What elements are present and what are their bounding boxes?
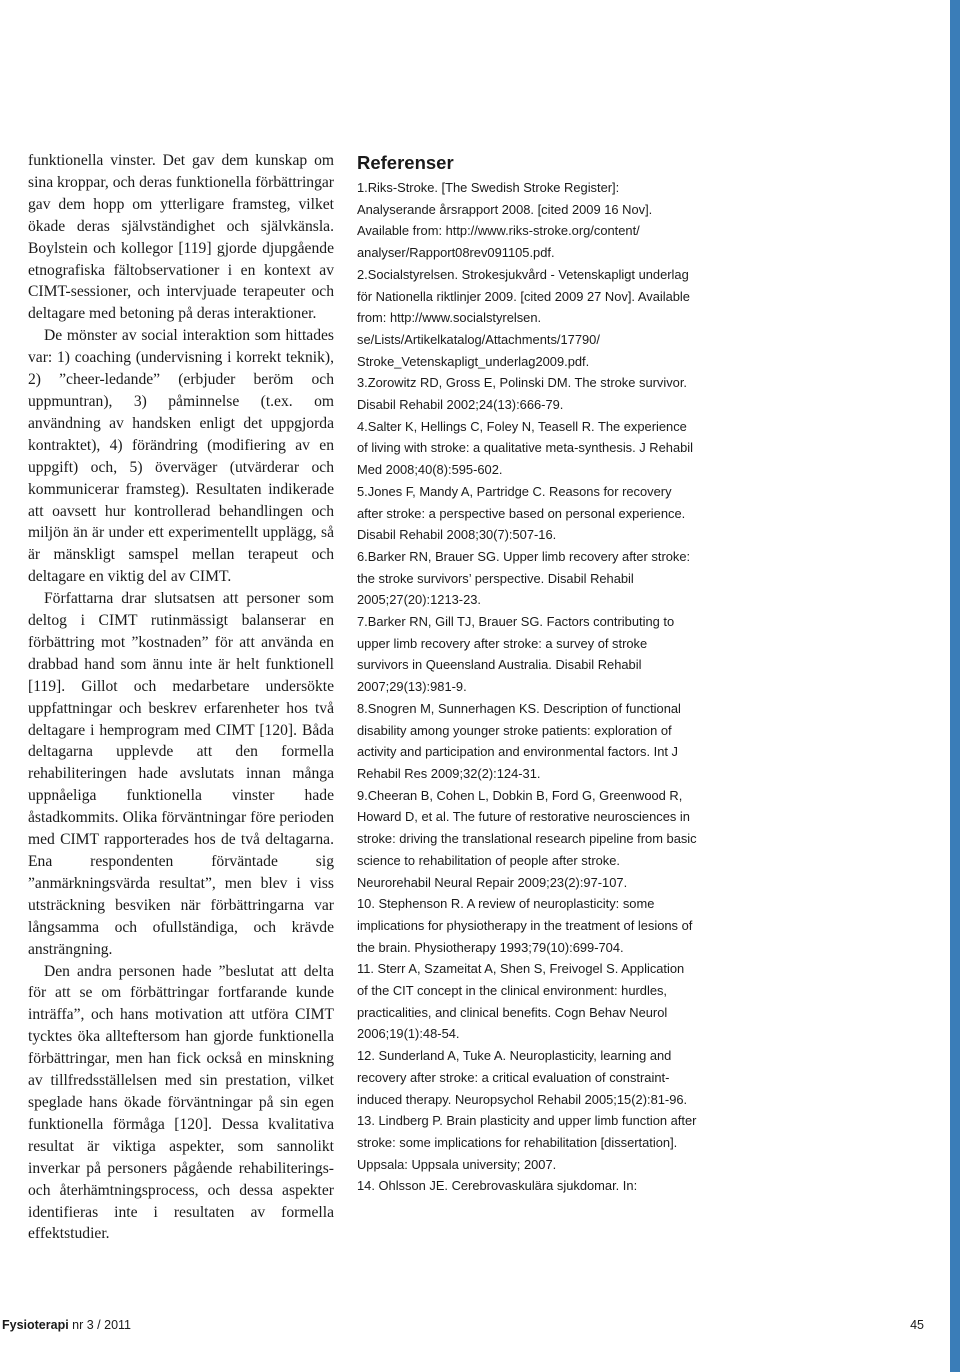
reference-list (357, 177, 697, 1197)
reference-item: 4.Salter K, Hellings C, Foley N, Teasell R. The experience of living with stroke: a qualitative meta-synthesis. J Rehabil Med 2008;40(8):595-602. (357, 418, 694, 478)
journal-name: Fysioterapi (2, 1318, 69, 1332)
body-paragraph: Författarna drar slutsatsen att personer som deltog i CIMT rutinmässigt balanserar en förbättring mot ”kostnaden” för att använda en drabbad hand som ännu inte är helt funktionell [119]. Gillot och medarbetare undersökte uppfattningar och beskrev erfarenheter hos två deltagare i hemprogram med CIMT [120]. Båda deltagarna upplevde att den formella rehabiliteringen hade avslutats innan många uppnåeliga funktionella vinster hade åstadkommits. Olika förväntningar före perioden med CIMT rapporterades hos de två deltagarna. Ena respondenten förväntade sig ”anmärkningsvärda resultat”, men blev i viss utsträckning besviken när förbättringarna var långsamma och ofullständiga, och krävde ansträngning. (28, 590, 334, 958)
body-paragraph: De mönster av social interaktion som hittades var: 1) coaching (undervisning i korrekt teknik), 2) ”cheer-ledande” (erbjuder beröm och uppmuntran), 3) påminnelse (t.ex. om användning av handsken enligt det uppgjorda kontraktet), 4) förändring (modifiering av en uppgift) och, 5) överväger (utvärderar och kommunicerar framsteg). Resultaten indikerade att oavsett hur kontrollerad behandlingen och miljön än är under ett experimentellt upplägg, så är mänskligt samspel mellan terapeut och deltagare en viktig del av CIMT. (28, 327, 334, 586)
references-column (357, 150, 697, 1197)
reference-item: 7.Barker RN, Gill TJ, Brauer SG. Factors contributing to upper limb recovery after stroke: a survey of stroke survivors in Queensland Australia. Disabil Rehabil 2007;29(13):981-9. (357, 614, 675, 695)
reference-item: 14. Ohlsson JE. Cerebrovaskulära sjukdomar. In: (357, 1178, 638, 1194)
reference-item: 9.Cheeran B, Cohen L, Dobkin B, Ford G, Greenwood R, Howard D, et al. The future of restorative neurosciences in stroke: driving the translational research pipeline from basic science to rehabilitation of people after stroke. Neurorehabil Neural Repair 2009;23(2):97-107. (357, 787, 697, 890)
reference-item: 12. Sunderland A, Tuke A. Neuroplasticity, learning and recovery after stroke: a critical evaluation of constraint-induced therapy. Neuropsychol Rehabil 2005;15(2):81-96. (357, 1048, 688, 1107)
issue-label: nr 3 / 2011 (72, 1318, 132, 1332)
footer-journal-info (2, 1318, 131, 1332)
reference-item: 3.Zorowitz RD, Gross E, Polinski DM. The stroke survivor. Disabil Rehabil 2002;24(13):666-79. (357, 375, 687, 413)
reference-item: 11. Sterr A, Szameitat A, Shen S, Freivogel S. Application of the CIT concept in the clinical environment: hurdles, practicalities, and clinical benefits. Cogn Behav Neurol 2006;19(1):48-54. (357, 961, 685, 1042)
body-paragraph: funktionella vinster. Det gav dem kunskap om sina kroppar, och deras funktionella förbättringar gav dem hopp om ytterligare framsteg, vilket ökade deras självständighet och självkänsla. Boylstein och kollegor [119] gjorde djupgående etnografiska fältobservationer i en kontext av CIMT-sessioner, och intervjuade terapeuter och deltagare med betoning på deras interaktioner. (28, 152, 334, 323)
reference-item: 13. Lindberg P. Brain plasticity and upper limb function after stroke: some implications for rehabilitation [dissertation]. Uppsala: Uppsala university; 2007. (357, 1113, 697, 1172)
reference-item: 1.Riks-Stroke. [The Swedish Stroke Register]: Analyserande årsrapport 2008. [cited 2009 16 Nov]. Available from: http://www.riks-stroke.org/content/ analyser/Rapport08rev091105.pdf. (357, 180, 653, 261)
reference-item: 10. Stephenson R. A review of neuroplasticity: some implications for physiotherapy in the treatment of lesions of the brain. Physiotherapy 1993;79(10):699-704. (357, 896, 693, 955)
body-text-column (28, 150, 334, 1245)
reference-item: 2.Socialstyrelsen. Strokesjukvård - Vetenskapligt underlag för Nationella riktlinjer 2009. [cited 2009 27 Nov]. Available from: http://www.socialstyrelsen. se/Lists/Artikelkatalog/Attachments/17790/ Stroke_Vetenskapligt_underlag2009.pdf. (357, 266, 690, 369)
references-heading: Referenser (357, 152, 454, 173)
reference-item: 8.Snogren M, Sunnerhagen KS. Description of functional disability among younger stroke patients: exploration of activity and participation and environmental factors. Int J Rehabil Res 2009;32(2):124-31. (357, 700, 681, 781)
page-edge-accent-bar (950, 0, 960, 1372)
page-footer (0, 1318, 930, 1338)
reference-item: 5.Jones F, Mandy A, Partridge C. Reasons for recovery after stroke: a perspective based on personal experience. Disabil Rehabil 2008;30(7):507-16. (357, 483, 686, 543)
reference-item: 6.Barker RN, Brauer SG. Upper limb recovery after stroke: the stroke survivors’ perspective. Disabil Rehabil 2005;27(20):1213-23. (357, 548, 691, 608)
body-paragraph: Den andra personen hade ”beslutat att delta för att se om förbättringar fortfarande kunde inträffa”, och hans motivation att utföra CIMT tycktes öka allteftersom han gjorde funktionella förbättringar, men han fick också en minskning av tillfredsställelsen med sin prestation, vilket speglade hans ökade förväntningar på sin egen funktionella förmåga [120]. Dessa kvalitativa resultat är viktiga aspekter, som sannolikt inverkar på personers pågående rehabiliterings- och återhämtningsprocess, och dessa aspekter identifieras inte i resultaten av formella effektstudier. (28, 962, 334, 1243)
page-number: 45 (910, 1318, 924, 1332)
